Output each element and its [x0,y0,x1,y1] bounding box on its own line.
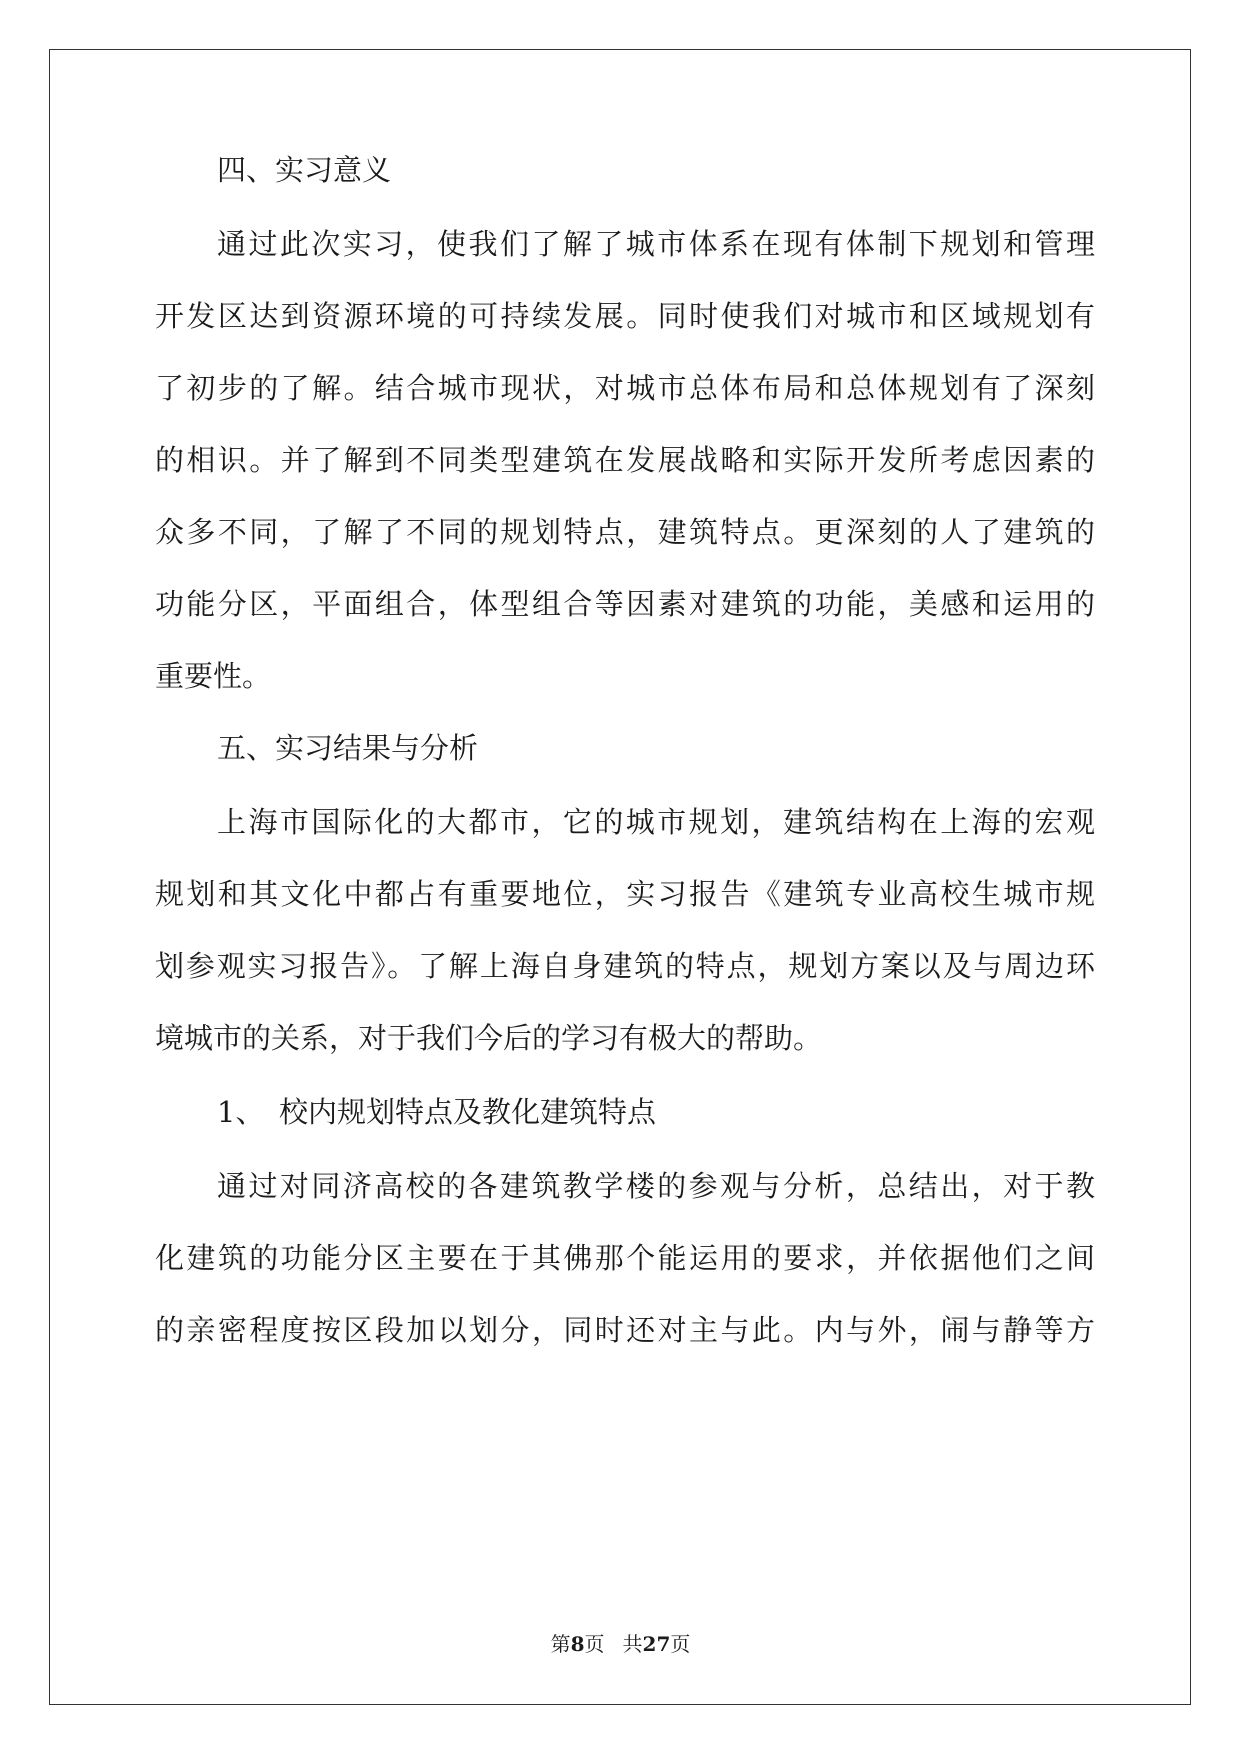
section-heading-5: 五、实习结果与分析 [217,731,479,765]
page-prefix: 第 [550,1632,571,1656]
paragraph-line: 境城市的关系，对于我们今后的学习有极大的帮助。 [155,1021,823,1055]
page-footer [0,1628,1241,1657]
paragraph-line: 通过对同济高校的各建筑教学楼的参观与分析，总结出，对于教 [217,1169,1095,1203]
paragraph-line: 开发区达到资源环境的可持续发展。同时使我们对城市和区域规划有 [155,299,1095,333]
subsection-number: 1、 [217,1095,265,1129]
paragraph-line: 的相识。并了解到不同类型建筑在发展战略和实际开发所考虑因素的 [155,443,1095,477]
subsection-title: 校内规划特点及教化建筑特点 [279,1095,657,1129]
total-prefix: 共 [622,1632,643,1656]
subsection-heading [217,1092,656,1132]
paragraph-line: 规划和其文化中都占有重要地位，实习报告《建筑专业高校生城市规 [155,877,1095,911]
total-suffix: 页 [670,1632,691,1656]
total-pages: 27 [642,1632,671,1656]
section-heading-4: 四、实习意义 [217,153,392,187]
paragraph-line: 划参观实习报告》。了解上海自身建筑的特点，规划方案以及与周边环 [155,949,1095,983]
paragraph-line: 上海市国际化的大都市，它的城市规划，建筑结构在上海的宏观 [217,805,1095,839]
paragraph-line: 化建筑的功能分区主要在于其佛那个能运用的要求，并依据他们之间 [155,1241,1095,1275]
paragraph-line: 的亲密程度按区段加以划分，同时还对主与此。内与外，闹与静等方 [155,1313,1095,1347]
paragraph-line: 功能分区，平面组合，体型组合等因素对建筑的功能，美感和运用的 [155,587,1095,621]
paragraph-line: 通过此次实习，使我们了解了城市体系在现有体制下规划和管理 [217,227,1095,261]
page-number: 8 [570,1632,585,1656]
page-suffix: 页 [584,1632,605,1656]
paragraph-line: 众多不同，了解了不同的规划特点，建筑特点。更深刻的人了建筑的 [155,515,1095,549]
paragraph-line: 了初步的了解。结合城市现状，对城市总体布局和总体规划有了深刻 [155,371,1095,405]
paragraph-line: 重要性。 [155,659,272,693]
